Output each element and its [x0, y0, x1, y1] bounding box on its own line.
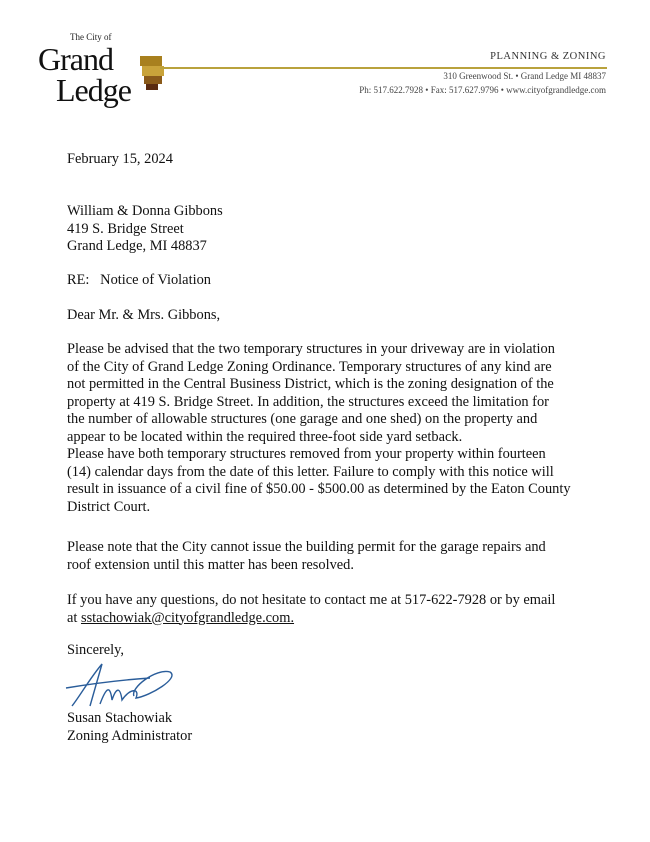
text-line: If you have any questions, do not hesitate to contact me at 517-622-7928 or by email [67, 592, 556, 608]
text-line: of the City of Grand Ledge Zoning Ordinance. Temporary structures of any kind are [67, 358, 552, 375]
text-line: appear to be located within the required three-foot side yard setback. [67, 428, 463, 445]
header-rule [160, 67, 607, 69]
text-line: result in issuance of a civil fine of $50.00 - $500.00 as determined by the Eaton County [67, 481, 571, 497]
text-line: property at 419 S. Bridge Street. In addition, the structures exceed the limitation for [67, 393, 549, 410]
subject-line: RE: Notice of Violation [67, 272, 211, 288]
email-line [67, 610, 555, 628]
text-line: not permitted in the Central Business District, which is the zoning designation of the [67, 376, 554, 392]
text-line: (14) calendar days from the date of this letter. Failure to comply with this notice will [67, 463, 554, 480]
closing: Sincerely, [67, 642, 125, 658]
recipient-address [67, 203, 223, 256]
signer-title: Zoning Administrator [67, 728, 193, 744]
text-line: the number of allowable structures (one garage and one shed) on the property and [67, 411, 538, 427]
paragraph-3 [67, 539, 546, 574]
signature [60, 660, 190, 710]
signer-name: Susan Stachowiak [67, 710, 173, 726]
recipient-line: William & Donna Gibbons [67, 203, 223, 219]
paragraph-2 [67, 446, 571, 516]
text-line: roof extension until this matter has been resolved. [67, 556, 354, 573]
letter-date: February 15, 2024 [67, 151, 173, 167]
text-line: Please note that the City cannot issue the building permit for the garage repairs and [67, 539, 546, 555]
text-line: Please have both temporary structures removed from your property within fourteen [67, 446, 546, 462]
email-prefix: at [67, 609, 81, 626]
department-name: PLANNING & ZONING [490, 51, 606, 62]
paragraph-1 [67, 341, 555, 446]
logo-small-text: The City of [70, 32, 112, 42]
recipient-line: 419 S. Bridge Street [67, 220, 184, 237]
recipient-line: Grand Ledge, MI 48837 [67, 238, 207, 254]
city-logo [38, 32, 158, 106]
state-map-icon [138, 56, 168, 96]
office-address: 310 Greenwood St. • Grand Ledge MI 48837 [443, 71, 606, 81]
text-line: District Court. [67, 498, 151, 515]
email-link[interactable]: sstachowiak@cityofgrandledge.com. [80, 609, 295, 626]
text-line: Please be advised that the two temporary structures in your driveway are in violation [67, 341, 555, 357]
contact-info: Ph: 517.622.7928 • Fax: 517.627.9796 • www.cityofgrandledge.com [359, 85, 606, 95]
paragraph-4 [67, 592, 555, 627]
logo-ledge-text: Ledge [56, 72, 131, 108]
logo-grand-text: Grand [38, 41, 113, 77]
salutation: Dear Mr. & Mrs. Gibbons, [67, 307, 221, 323]
